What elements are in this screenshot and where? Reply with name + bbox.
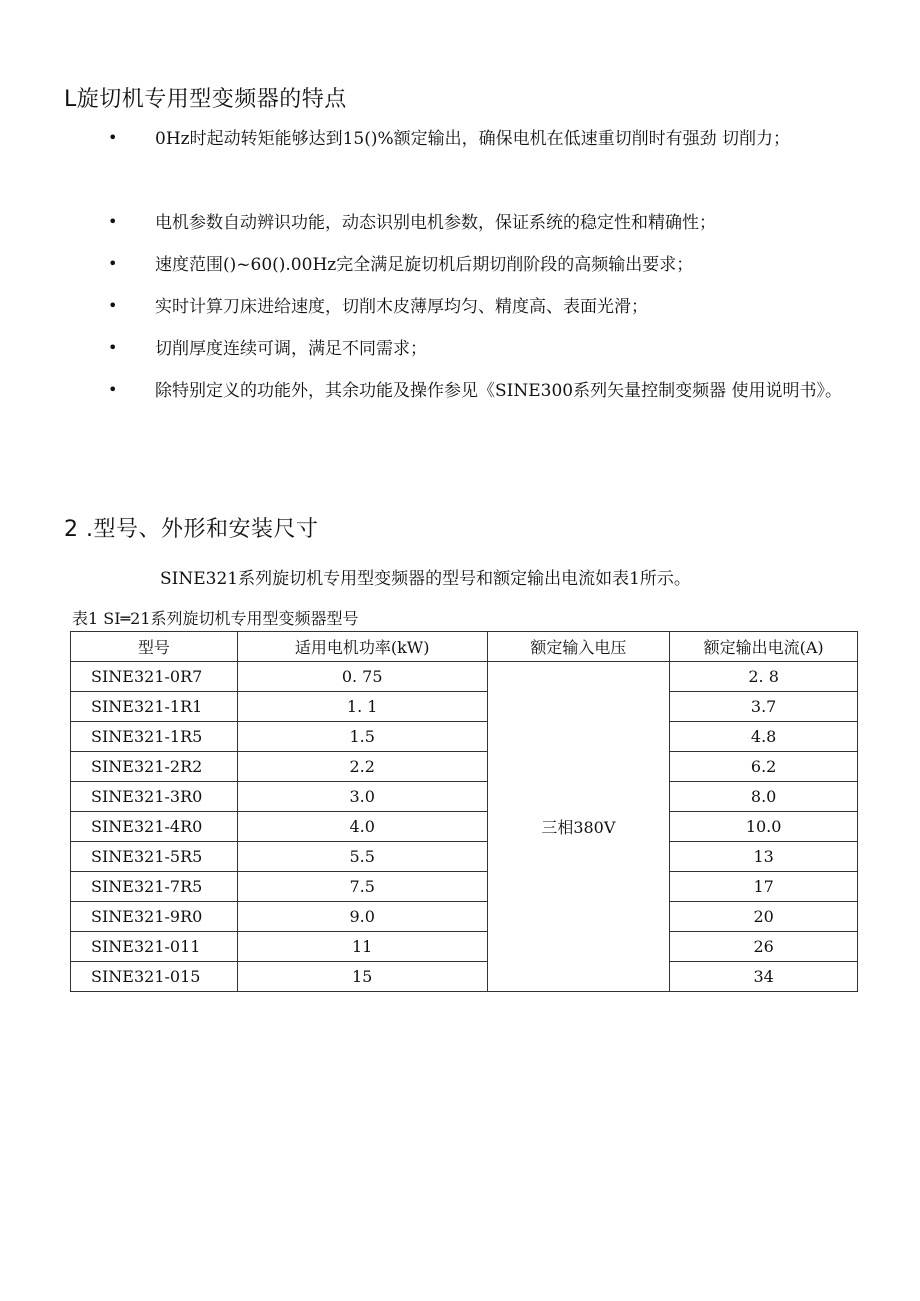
cell-power: 9.0 <box>237 902 487 932</box>
cell-current: 2. 8 <box>670 662 858 692</box>
cell-current: 6.2 <box>670 752 858 782</box>
header-model: 型号 <box>71 632 238 662</box>
cell-model: SINE321-2R2 <box>71 752 238 782</box>
cell-power: 3.0 <box>237 782 487 812</box>
table-row <box>71 722 858 752</box>
list-item-text: 电机参数自动辨识功能，动态识别电机参数，保证系统的稳定性和精确性； <box>155 213 716 233</box>
cell-current: 4.8 <box>670 722 858 752</box>
table-row <box>71 962 858 992</box>
list-item-text: 除特别定义的功能外，其余功能及操作参见《SINE300系列矢量控制变频器 使用说明书》。 <box>155 381 842 401</box>
cell-current: 34 <box>670 962 858 992</box>
table-row <box>71 872 858 902</box>
bullet-icon: • <box>108 338 118 357</box>
cell-power: 1. 1 <box>237 692 487 722</box>
cell-current: 13 <box>670 842 858 872</box>
cell-model: SINE321-3R0 <box>71 782 238 812</box>
cell-model: SINE321-011 <box>71 932 238 962</box>
cell-model: SINE321-015 <box>71 962 238 992</box>
bullet-icon: • <box>108 254 118 273</box>
table-row <box>71 782 858 812</box>
cell-current: 3.7 <box>670 692 858 722</box>
cell-power: 15 <box>237 962 487 992</box>
header-current: 额定输出电流(A) <box>670 632 858 662</box>
table-header-row <box>71 632 858 662</box>
cell-model: SINE321-0R7 <box>71 662 238 692</box>
cell-model: SINE321-7R5 <box>71 872 238 902</box>
intro-paragraph: SINE321系列旋切机专用型变频器的型号和额定输出电流如表1所示。 <box>160 569 691 589</box>
cell-current: 17 <box>670 872 858 902</box>
cell-power: 4.0 <box>237 812 487 842</box>
table-row <box>71 932 858 962</box>
cell-current: 26 <box>670 932 858 962</box>
table-row <box>71 842 858 872</box>
table-row <box>71 752 858 782</box>
cell-model: SINE321-9R0 <box>71 902 238 932</box>
table-row <box>71 902 858 932</box>
cell-voltage: 三相380V <box>487 662 670 992</box>
table-row <box>71 692 858 722</box>
cell-power: 2.2 <box>237 752 487 782</box>
cell-model: SINE321-1R1 <box>71 692 238 722</box>
cell-power: 5.5 <box>237 842 487 872</box>
list-item-text: 0Hz时起动转矩能够达到15()%额定输出，确保电机在低速重切削时有强劲 切削力； <box>155 129 791 149</box>
cell-model: SINE321-5R5 <box>71 842 238 872</box>
table-caption: 表1 SI═21系列旋切机专用型变频器型号 <box>72 609 359 628</box>
list-item-text: 切削厚度连续可调，满足不同需求； <box>155 339 427 359</box>
header-power: 适用电机功率(kW) <box>237 632 487 662</box>
bullet-icon: • <box>108 296 118 315</box>
bullet-icon: • <box>108 380 118 399</box>
bullet-icon: • <box>108 212 118 231</box>
cell-power: 11 <box>237 932 487 962</box>
cell-model: SINE321-1R5 <box>71 722 238 752</box>
cell-current: 10.0 <box>670 812 858 842</box>
cell-power: 1.5 <box>237 722 487 752</box>
cell-power: 7.5 <box>237 872 487 902</box>
section1-title: L旋切机专用型变频器的特点 <box>64 87 347 112</box>
model-table <box>70 631 858 992</box>
bullet-icon: • <box>108 128 118 147</box>
table-row <box>71 812 858 842</box>
list-item-text: 实时计算刀床进给速度，切削木皮薄厚均匀、精度高、表面光滑； <box>155 297 648 317</box>
table-row <box>71 662 858 692</box>
list-item-text: 速度范围()~60().00Hz完全满足旋切机后期切削阶段的高频输出要求； <box>155 255 694 275</box>
cell-power: 0. 75 <box>237 662 487 692</box>
cell-current: 8.0 <box>670 782 858 812</box>
section2-title: 2 .型号、外形和安装尺寸 <box>64 517 319 542</box>
header-voltage: 额定输入电压 <box>487 632 670 662</box>
cell-model: SINE321-4R0 <box>71 812 238 842</box>
cell-current: 20 <box>670 902 858 932</box>
